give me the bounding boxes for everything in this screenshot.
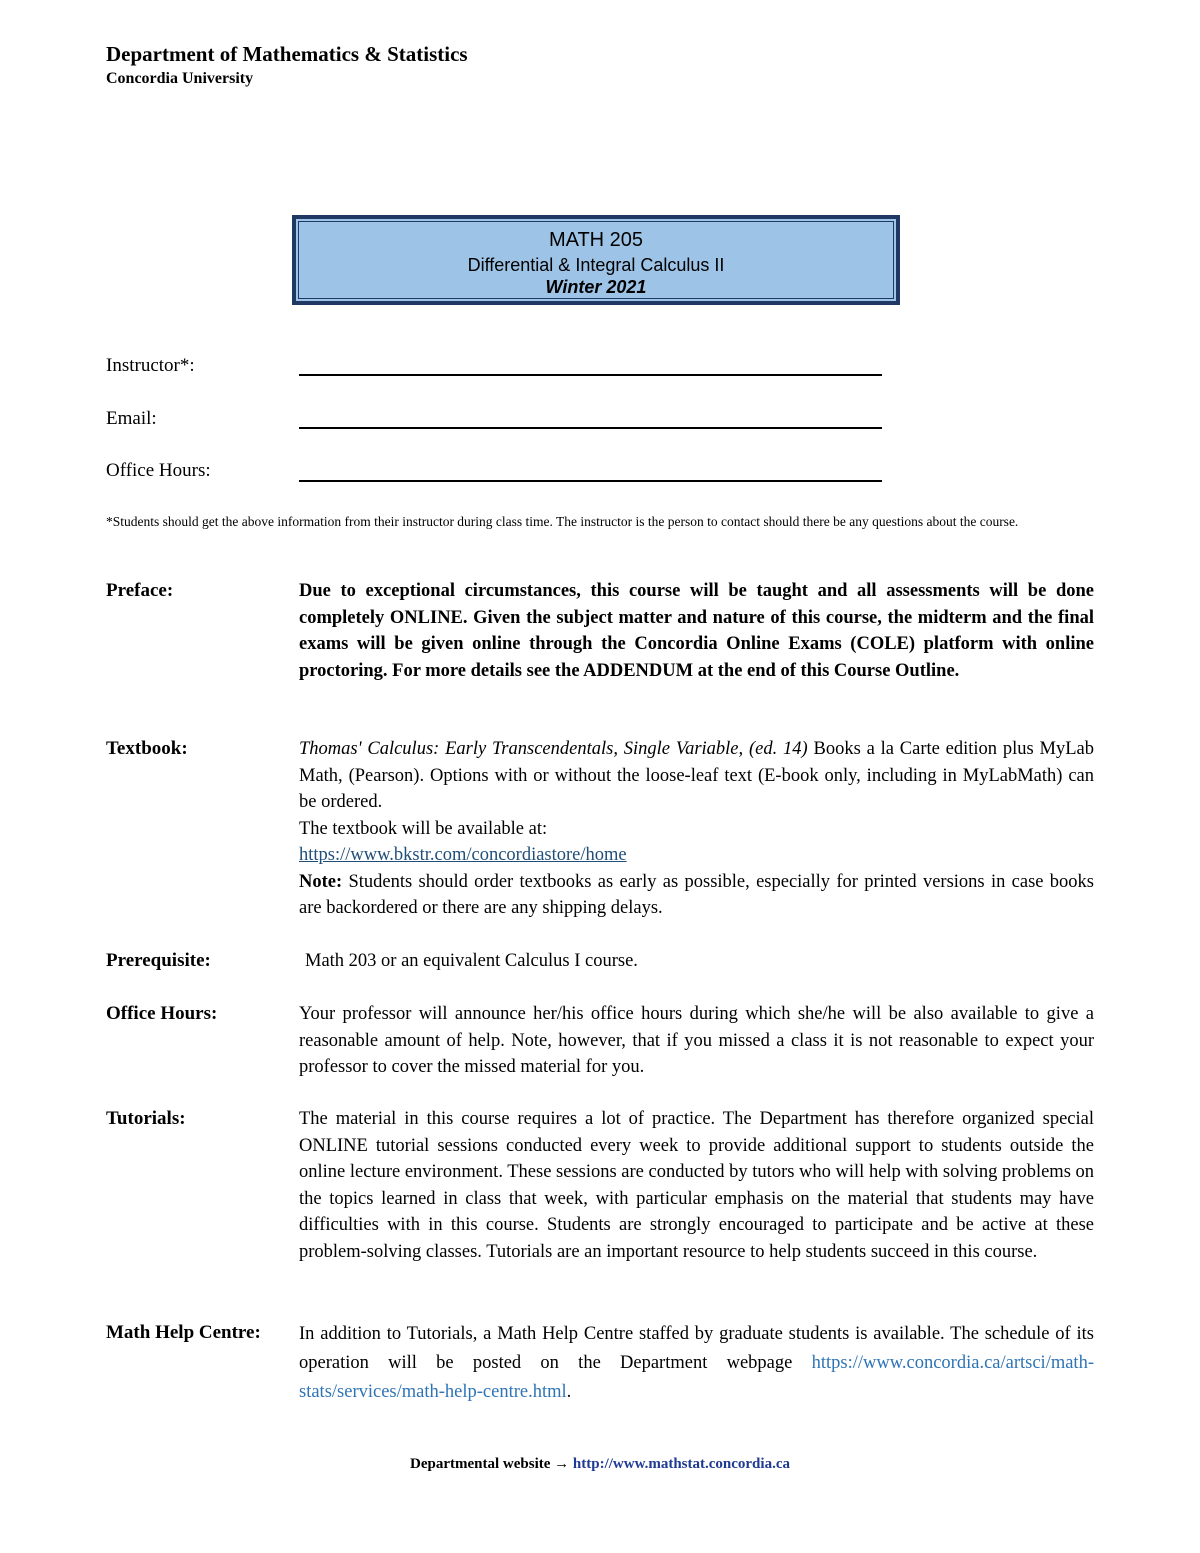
preface-label: Preface: [106,580,174,601]
math-help-period: . [566,1382,572,1402]
email-line [299,427,882,429]
math-help-text: In addition to Tutorials, a Math Help Centre staffed by graduate students is available. The schedule of its operation will be posted on the Department webpage [299,1324,1094,1373]
tutorials-text: The material in this course requires a lot of practice. The Department has therefore organized special ONLINE tutorial sessions conducted every week to provide additional support to students outside the online lecture environment. These sessions are conducted by tutors who will help with solving problems on the topics learned in class that week, with particular emphasis on the material that students may have difficulties with in this course. Students are strongly encouraged to participate and be active at these problem-solving classes. Tutorials are an important resource to help students succeed in this course. [299,1109,1095,1262]
math-help-label: Math Help Centre: [106,1322,261,1343]
office-hours-label: Office Hours: [106,1003,218,1024]
textbook-section [299,736,1094,922]
textbook-description: Books a la Carte edition plus MyLab Math, (Pearson). Options with or without the loose-leaf text (E-book only, including in MyLabMath) can be ordered. [299,739,1094,812]
instructor-label: Instructor*: [106,355,195,376]
arrow-icon: → [554,1456,570,1472]
math-help-link[interactable]: https://www.concordia.ca/artsci/math-stats/services/math-help-centre.html [299,1353,1094,1402]
course-title: Differential & Integral Calculus II [467,255,725,275]
footer-label: Departmental website [410,1456,551,1472]
course-title-box [292,215,900,305]
instructor-line [299,374,882,376]
university-heading: Concordia University [106,70,254,87]
textbook-availability: The textbook will be available at: [299,818,548,839]
course-code: MATH 205 [548,229,644,251]
office-hours-line [299,480,882,482]
department-website-link[interactable]: http://www.mathstat.concordia.ca [572,1456,790,1472]
office-hours-text: Your professor will announce her/his office hours during which she/he will be also available to give a reasonable amount of help. Note, however, that if you missed a class it is not reasonable to expect your professor to cover the missed material for you. [299,1004,1094,1077]
footer [0,1456,1200,1473]
math-help-section [299,1320,1094,1407]
department-heading: Department of Mathematics & Statistics [106,42,468,66]
prerequisite-label: Prerequisite: [106,950,211,971]
email-label: Email: [106,408,157,429]
prerequisite-text: Math 203 or an equivalent Calculus I course. [305,951,638,971]
tutorials-label: Tutorials: [106,1108,186,1129]
note-text: Students should order textbooks as early as possible, especially for printed versions in case books are backordered or there are any shipping delays. [299,871,1094,918]
course-term: Winter 2021 [545,277,647,297]
textbook-title: Thomas' Calculus: Early Transcendentals, Single Variable, (ed. 14) [299,739,808,759]
preface-text: Due to exceptional circumstances, this course will be taught and all assessments will be done completely ONLINE. Given the subject matter and nature of this course, the midterm and the final exams will be given online through the Concordia Online Exams (COLE) platform with online proctoring. For more details see the ADDENDUM at the end of this Course Outline. [299,581,1094,681]
bookstore-link[interactable]: https://www.bkstr.com/concordiastore/home [299,845,627,865]
note-label: Note: [299,871,343,892]
office-hours-field-label: Office Hours: [106,460,211,481]
instructor-footnote: *Students should get the above information from their instructor during class time. The instructor is the person to contact should there be any questions about the course. [106,514,1019,529]
textbook-label: Textbook: [106,738,188,759]
